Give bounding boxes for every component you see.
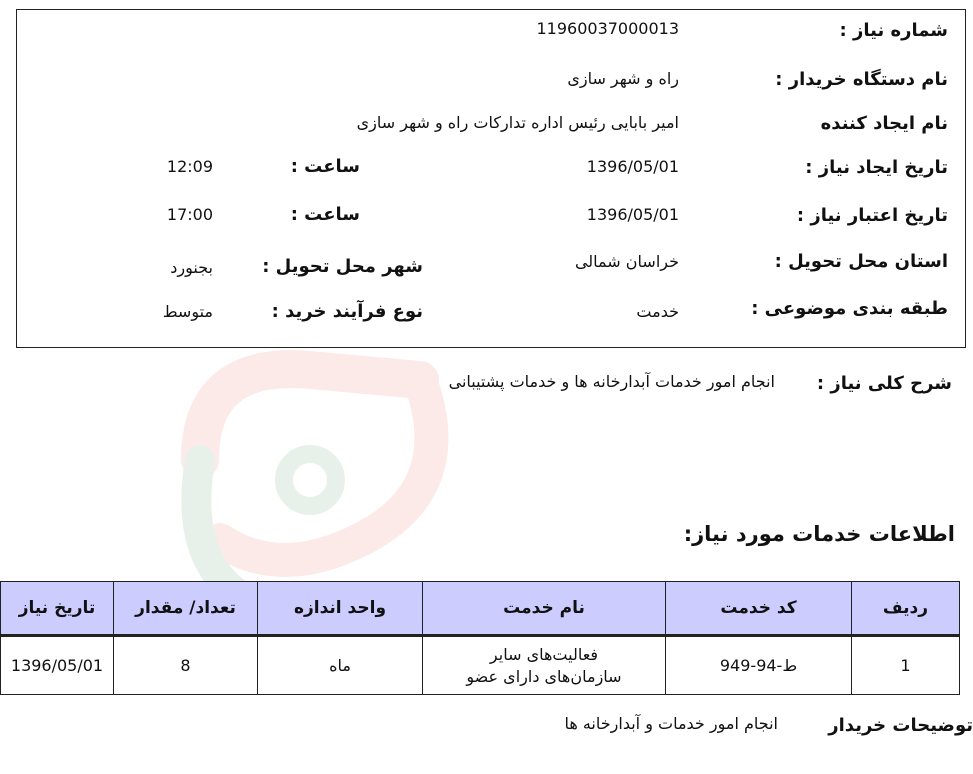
services-table (0, 581, 960, 695)
cell-name-line1: فعالیت‌های سایر (489, 644, 599, 664)
column-header-code: کد خدمت (666, 582, 852, 636)
need-number-value: 11960037000013 (536, 19, 679, 38)
creator-value: امیر بابایی رئیس اداره تدارکات راه و شهر سازی (356, 113, 679, 132)
summary-value: انجام امور خدمات آبدارخانه ها و خدمات پشتیبانی (448, 372, 775, 391)
process-type-label: نوع فرآیند خرید : (271, 301, 423, 322)
category-label: طبقه بندی موضوعی : (751, 298, 948, 319)
column-header-index: ردیف (852, 582, 960, 636)
cell-quantity: 8 (114, 636, 258, 695)
creator-label: نام ایجاد کننده (820, 113, 948, 134)
column-header-unit: واحد اندازه (258, 582, 423, 636)
column-header-date: تاریخ نیاز (1, 582, 114, 636)
created-date-label: تاریخ ایجاد نیاز : (805, 157, 948, 178)
column-header-quantity: تعداد/ مقدار (114, 582, 258, 636)
cell-unit: ماه (258, 636, 423, 695)
province-value: خراسان شمالی (574, 252, 679, 271)
province-label: استان محل تحویل : (774, 251, 948, 272)
cell-name (423, 636, 666, 695)
cell-index: 1 (852, 636, 960, 695)
process-type-value: متوسط (162, 302, 213, 321)
category-value: خدمت (636, 302, 679, 321)
buyer-notes-value: انجام امور خدمات و آبدارخانه ها (564, 714, 778, 733)
cell-name-line2: سازمان‌های دارای عضو (466, 666, 622, 686)
services-section-title: اطلاعات خدمات مورد نیاز: (683, 522, 955, 546)
valid-time-label: ساعت : (290, 204, 360, 225)
table-row (1, 636, 960, 695)
created-time-value: 12:09 (166, 157, 213, 176)
created-time-label: ساعت : (290, 156, 360, 177)
city-value: بجنورد (170, 258, 213, 277)
table-header-row (1, 582, 960, 636)
valid-date-value: 1396/05/01 (586, 205, 679, 224)
need-number-label: شماره نیاز : (839, 20, 948, 41)
buyer-notes-label: توضیحات خریدار (828, 715, 973, 736)
buyer-org-label: نام دستگاه خریدار : (775, 69, 948, 90)
buyer-org-value: راه و شهر سازی (567, 69, 679, 88)
valid-time-value: 17:00 (166, 205, 213, 224)
valid-date-label: تاریخ اعتبار نیاز : (796, 205, 948, 226)
cell-date: 1396/05/01 (1, 636, 114, 695)
summary-label: شرح کلی نیاز : (816, 373, 952, 394)
city-label: شهر محل تحویل : (262, 256, 423, 277)
column-header-name: نام خدمت (423, 582, 666, 636)
cell-code: ط-94-949 (666, 636, 852, 695)
created-date-value: 1396/05/01 (586, 157, 679, 176)
